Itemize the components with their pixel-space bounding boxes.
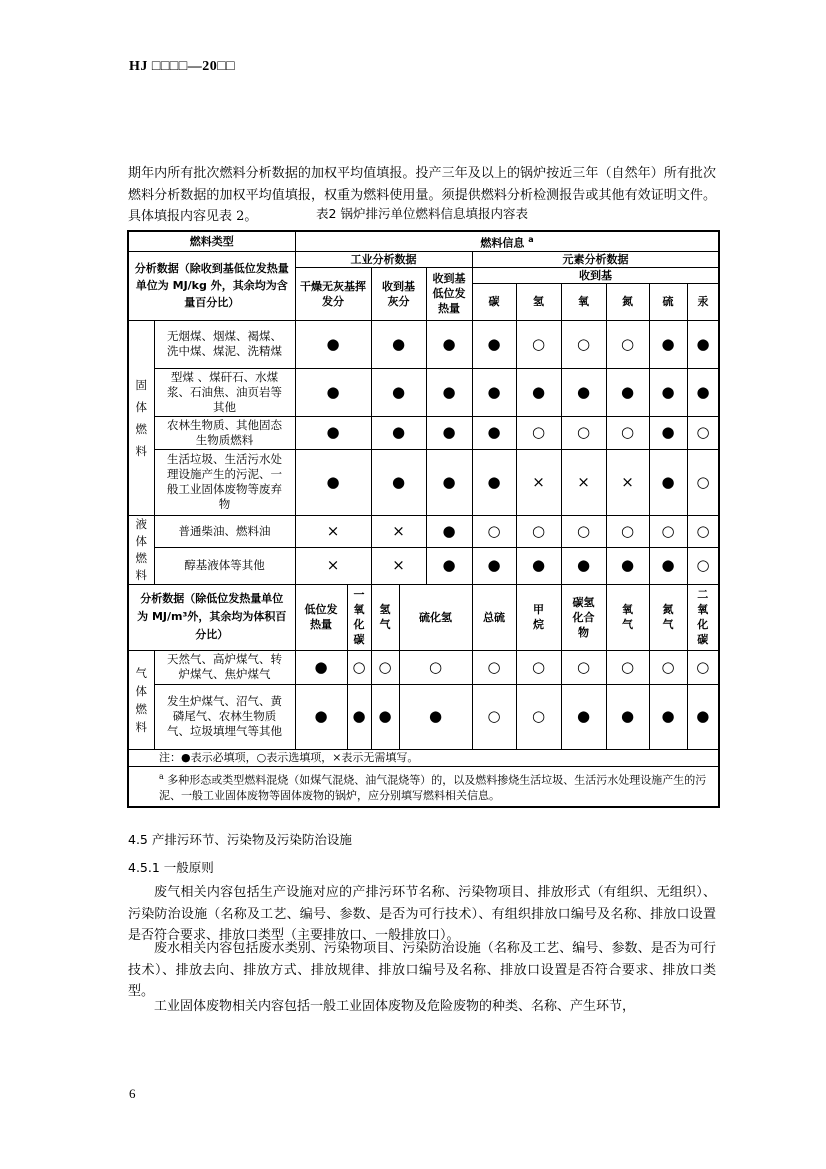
mark: ○ xyxy=(516,684,561,749)
mark: ● xyxy=(472,320,516,368)
mark: ● xyxy=(561,368,606,416)
mark: ○ xyxy=(649,515,687,547)
header-carbon-dioxide: 二氧化碳 xyxy=(687,584,719,650)
solid-row-name: 型煤 、煤矸石、水煤浆、石油焦、油页岩等其他 xyxy=(154,368,295,416)
mark: ● xyxy=(426,416,472,449)
mark: ● xyxy=(295,416,371,449)
mark: ● xyxy=(606,368,649,416)
mark: ○ xyxy=(561,320,606,368)
header-oxygen: 氧 xyxy=(561,283,606,320)
mark: ● xyxy=(371,449,426,515)
header-dry-ash-free-volatile: 干燥无灰基挥发分 xyxy=(295,267,371,320)
mark: ○ xyxy=(606,515,649,547)
mark: ● xyxy=(472,416,516,449)
mark: ○ xyxy=(516,320,561,368)
table-note-legend: 注：●表示必填项，○表示选填项，×表示无需填写。 xyxy=(128,749,719,766)
mark: ○ xyxy=(606,416,649,449)
mark: ○ xyxy=(371,650,399,684)
mark: ● xyxy=(649,416,687,449)
mark: ● xyxy=(606,684,649,749)
mark: × xyxy=(371,548,426,585)
liquid-row-name: 醇基液体等其他 xyxy=(154,548,295,585)
mark: ○ xyxy=(687,515,719,547)
mark: ● xyxy=(472,368,516,416)
page-number: 6 xyxy=(129,1086,136,1101)
mark: ● xyxy=(472,548,516,585)
mark: ● xyxy=(295,368,371,416)
mark: ○ xyxy=(472,684,516,749)
header-received-basis: 收到基 xyxy=(472,267,719,283)
header-methane: 甲烷 xyxy=(516,584,561,650)
header-mercury: 汞 xyxy=(687,283,719,320)
table-caption: 表2 锅炉排污单位燃料信息填报内容表 xyxy=(316,206,528,221)
mark: ○ xyxy=(516,515,561,547)
mark: ○ xyxy=(687,548,719,585)
mark: ● xyxy=(687,320,719,368)
mark: × xyxy=(561,449,606,515)
solid-row-name: 生活垃圾、生活污水处理设施产生的污泥、一般工业固体废物等废弃物 xyxy=(154,449,295,515)
mark: ● xyxy=(426,368,472,416)
mark: ● xyxy=(516,548,561,585)
mark: ● xyxy=(426,320,472,368)
header-industrial-analysis: 工业分析数据 xyxy=(295,251,472,267)
mark: ● xyxy=(295,650,347,684)
mark: ○ xyxy=(561,515,606,547)
mark: ○ xyxy=(687,416,719,449)
mark: ● xyxy=(687,684,719,749)
mark: ● xyxy=(371,416,426,449)
header-nitrogen-gas: 氮气 xyxy=(649,584,687,650)
mark: ○ xyxy=(472,650,516,684)
mark: ○ xyxy=(606,320,649,368)
header-received-lhv: 收到基低位发热量 xyxy=(426,267,472,320)
liquid-row-name: 普通柴油、燃料油 xyxy=(154,515,295,547)
mark: ● xyxy=(371,684,399,749)
group-solid-fuel: 固体燃料 xyxy=(128,320,154,515)
mark: ● xyxy=(687,368,719,416)
mark: ○ xyxy=(687,650,719,684)
mark: ● xyxy=(649,684,687,749)
header-received-ash: 收到基灰分 xyxy=(371,267,426,320)
mark: ○ xyxy=(516,416,561,449)
paragraph-exhaust-gas: 废气相关内容包括生产设施对应的产排污环节名称、污染物项目、排放形式（有组织、无组织）、污染防治设施（名称及工艺、编号、参数、是否为可行技术）、有组织排放口编号及名称、排放口设置是否符合要求、排放口类型（主要排放口、一般排放口）。 xyxy=(128,885,716,943)
mark: ● xyxy=(472,449,516,515)
header-sulfur: 硫 xyxy=(649,283,687,320)
mark: ● xyxy=(426,449,472,515)
mark: ● xyxy=(561,684,606,749)
mark: ● xyxy=(516,368,561,416)
mark: ● xyxy=(649,449,687,515)
mark: ○ xyxy=(561,650,606,684)
header-nitrogen: 氮 xyxy=(606,283,649,320)
mark: ● xyxy=(426,548,472,585)
header-analysis-gas: 分析数据（除低位发热量单位为 MJ/m³外，其余均为体积百分比） xyxy=(128,584,295,650)
fuel-info-table xyxy=(127,230,720,808)
section-4-5-heading: 4.5 产排污环节、污染物及污染防治设施 xyxy=(128,832,352,847)
mark: ● xyxy=(371,320,426,368)
mark: ○ xyxy=(687,449,719,515)
mark: ● xyxy=(295,320,371,368)
mark: × xyxy=(371,515,426,547)
solid-row-name: 农林生物质、其他固态生物质燃料 xyxy=(154,416,295,449)
document-code-header: HJ □□□□—20□□ xyxy=(129,59,236,74)
header-fuel-info: 燃料信息 $^a$ xyxy=(295,231,719,251)
mark: ○ xyxy=(347,650,371,684)
group-liquid-fuel: 液体燃料 xyxy=(128,515,154,584)
mark: × xyxy=(606,449,649,515)
mark: ● xyxy=(561,548,606,585)
section-4-5-1-heading: 4.5.1 一般原则 xyxy=(128,860,214,875)
mark: ● xyxy=(295,449,371,515)
mark: ● xyxy=(399,684,472,749)
header-gas-lhv: 低位发热量 xyxy=(295,584,347,650)
gas-row-name: 发生炉煤气、沼气、黄磷尾气、农林生物质气、垃圾填埋气等其他 xyxy=(154,684,295,749)
header-total-sulfur: 总硫 xyxy=(472,584,516,650)
header-carbon: 碳 xyxy=(472,283,516,320)
mark: ○ xyxy=(606,650,649,684)
paragraph-wastewater: 废水相关内容包括废水类别、污染物项目、污染防治设施（名称及工艺、编号、参数、是否为可行技术）、排放去向、排放方式、排放规律、排放口编号及名称、排放口设置是否符合要求、排放口类型。 xyxy=(128,941,716,999)
header-fuel-type: 燃料类型 xyxy=(128,231,295,251)
solid-row-name: 无烟煤、烟煤、褐煤、洗中煤、煤泥、洗精煤 xyxy=(154,320,295,368)
mark: ● xyxy=(371,368,426,416)
mark: ● xyxy=(649,320,687,368)
mark: × xyxy=(295,548,371,585)
header-element-analysis: 元素分析数据 xyxy=(472,251,719,267)
header-carbon-monoxide: 一氧化碳 xyxy=(347,584,371,650)
mark: ● xyxy=(649,548,687,585)
header-hydrogen-sulfide: 硫化氢 xyxy=(399,584,472,650)
header-analysis-solid: 分析数据（除收到基低位发热量单位为 MJ/kg 外，其余均为含量百分比） xyxy=(128,251,295,320)
header-oxygen-gas: 氧气 xyxy=(606,584,649,650)
paragraph-solid-waste: 工业固体废物相关内容包括一般工业固体废物及危险废物的种类、名称、产生环节， xyxy=(154,999,636,1014)
intro-paragraph: 期年内所有批次燃料分析数据的加权平均值填报。投产三年及以上的锅炉按近三年（自然年）所有批次燃料分析数据的加权平均值填报，权重为燃料使用量。须提供燃料分析检测报告或其他有效证明文件。具体填报内容见表 2。 xyxy=(128,166,716,224)
table-footnote-a: $^a$ 多种形态或类型燃料混烧（如煤气混烧、油气混烧等）的，以及燃料掺烧生活垃圾、生活污水处理设施产生的污泥、一般工业固体废物等固体废物的锅炉，应分别填写燃料相关信息。 xyxy=(128,766,719,807)
mark: ○ xyxy=(516,650,561,684)
header-hydrogen-gas: 氢气 xyxy=(371,584,399,650)
mark: ○ xyxy=(399,650,472,684)
mark: ● xyxy=(347,684,371,749)
mark: ○ xyxy=(649,650,687,684)
mark: ○ xyxy=(561,416,606,449)
mark: ○ xyxy=(472,515,516,547)
mark: ● xyxy=(295,684,347,749)
mark: ● xyxy=(606,548,649,585)
mark: ● xyxy=(649,368,687,416)
header-hydrocarbons: 碳氢化合物 xyxy=(561,584,606,650)
mark: × xyxy=(516,449,561,515)
gas-row-name: 天然气、高炉煤气、转炉煤气、焦炉煤气 xyxy=(154,650,295,684)
mark: × xyxy=(295,515,371,547)
group-gas-fuel: 气体燃料 xyxy=(128,650,154,749)
mark: ● xyxy=(426,515,472,547)
header-hydrogen: 氢 xyxy=(516,283,561,320)
